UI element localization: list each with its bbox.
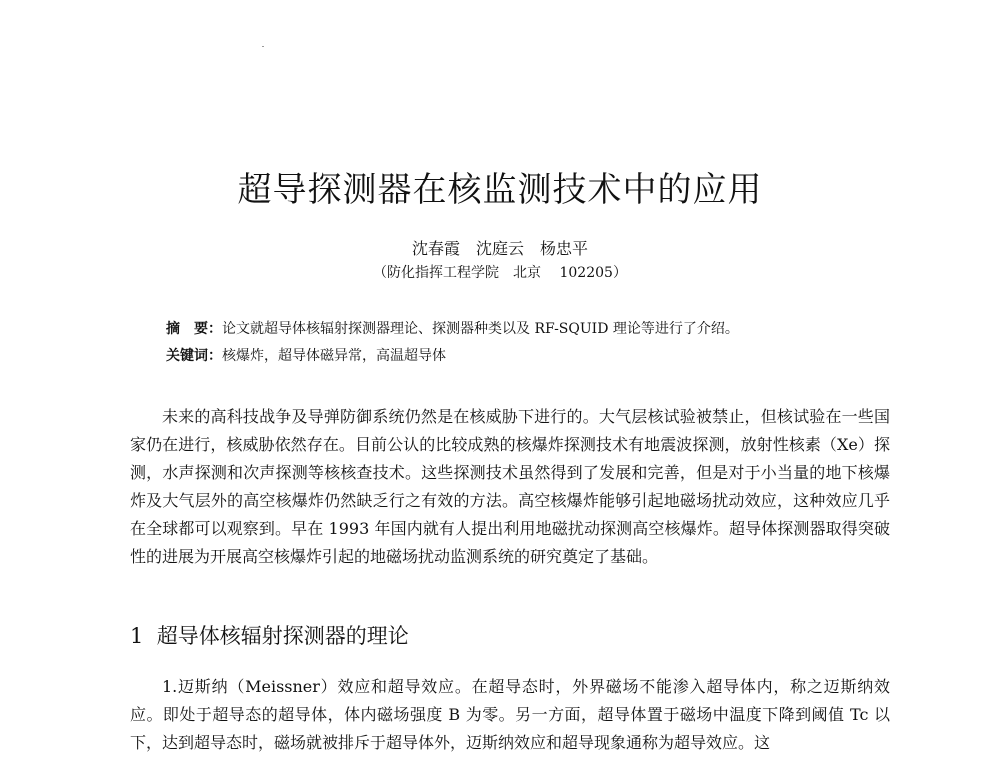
scan-speck: [262, 46, 264, 47]
author-list: 沈春霞 沈庭云 杨忠平: [411, 239, 588, 258]
abstract: [166, 318, 739, 338]
abstract-text: 论文就超导体核辐射探测器理论、探测器种类以及 RF-SQUID 理论等进行了介绍。: [222, 321, 739, 337]
keywords-label: 关键词：: [166, 348, 222, 364]
abstract-label: 摘 要：: [166, 321, 222, 337]
section-paragraph: 1.迈斯纳（Meissner）效应和超导效应。在超导态时，外界磁场不能渗入超导体内，称之迈斯纳效应。即处于超导态的超导体，体内磁场强度 B 为零。另一方面，超导体置于磁场中温度下降到阈值 Tc 以下，达到超导态时，磁场就被排斥于超导体外，迈斯纳效应和超导现象通称为超导效应。这: [130, 677, 890, 752]
paper-title: 超导探测器在核监测技术中的应用: [237, 170, 763, 210]
keywords: [166, 345, 446, 365]
intro-paragraph: 未来的高科技战争及导弹防御系统仍然是在核威胁下进行的。大气层核试验被禁止，但核试验在一些国家仍在进行，核威胁依然存在。目前公认的比较成熟的核爆炸探测技术有地震波探测，放射性核素（Xe）探测，水声探测和次声探测等核核查技术。这些探测技术虽然得到了发展和完善，但是对于小当量的地下核爆炸及大气层外的高空核爆炸仍然缺乏行之有效的方法。高空核爆炸能够引起地磁场扰动效应，这种效应几乎在全球都可以观察到。早在 1993 年国内就有人提出利用地磁扰动探测高空核爆炸。超导体探测器取得突破性的进展为开展高空核爆炸引起的地磁场扰动监测系统的研究奠定了基础。: [130, 407, 890, 566]
author-affiliation: （防化指挥工程学院 北京 102205）: [373, 265, 627, 281]
keywords-text: 核爆炸，超导体磁异常，高温超导体: [222, 348, 446, 364]
section-heading: 1 超导体核辐射探测器的理论: [130, 624, 409, 648]
